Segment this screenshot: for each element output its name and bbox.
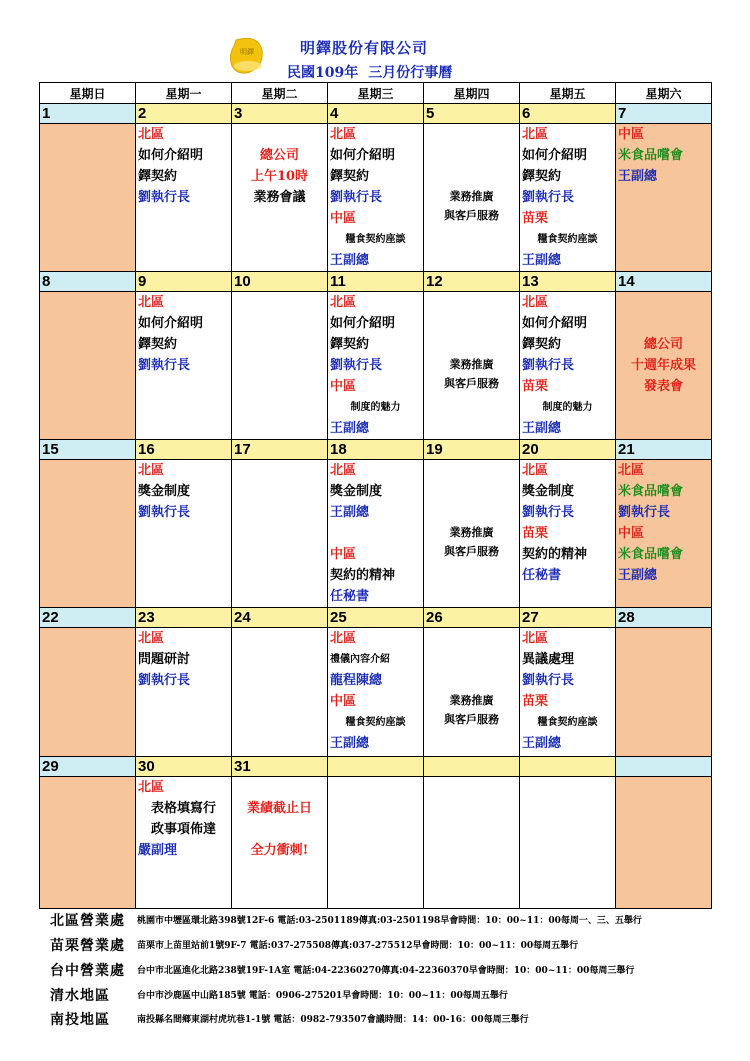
calendar-title [287, 62, 462, 82]
day-cell [136, 292, 232, 440]
date-number [424, 757, 520, 777]
day-cell [328, 460, 424, 608]
event-line: 北區 [618, 463, 645, 478]
event-line: 王副總 [330, 421, 370, 436]
date-number: 13 [520, 272, 616, 292]
event-line: 北區 [330, 295, 357, 310]
event-line: 北區 [522, 127, 549, 142]
event-line: 北區 [522, 631, 549, 646]
weekday-header-row [40, 83, 712, 104]
day-cell [424, 460, 520, 608]
branch-name: 苗栗營業處 [50, 938, 125, 954]
date-number: 28 [616, 608, 712, 628]
event-line: 鐸契約 [522, 169, 562, 184]
date-number: 11 [328, 272, 424, 292]
event-line: 嚴副理 [138, 843, 178, 858]
weekday-sun: 星期日 [40, 83, 136, 104]
branch-name: 南投地區 [50, 1012, 110, 1028]
day-cell [520, 777, 616, 909]
event-line: 發表會 [643, 379, 683, 394]
event-line: 與客戶服務 [444, 545, 499, 558]
date-number: 2 [136, 104, 232, 124]
event-line [424, 313, 519, 334]
date-number: 26 [424, 608, 520, 628]
date-row [40, 608, 712, 628]
event-line: 北區 [522, 295, 549, 310]
event-line: 糧食契約座談 [345, 717, 406, 728]
day-cell [424, 292, 520, 440]
month-calendar [39, 82, 712, 909]
day-cell [520, 292, 616, 440]
event-line: 中區 [330, 547, 357, 562]
date-number [616, 757, 712, 777]
event-line: 十週年成果 [630, 358, 696, 373]
date-number: 30 [136, 757, 232, 777]
event-line [424, 502, 519, 523]
event-line: 業績截止日 [246, 801, 312, 816]
event-line: 業務推廣 [449, 694, 494, 707]
date-number: 7 [616, 104, 712, 124]
day-cell [616, 292, 712, 440]
branch-row [0, 960, 750, 982]
branch-name: 北區營業處 [50, 913, 125, 929]
event-line: 獎金制度 [138, 484, 191, 499]
date-number: 5 [424, 104, 520, 124]
event-line: 劉執行長 [330, 190, 383, 205]
event-line: 與客戶服務 [444, 209, 499, 222]
branch-row [0, 910, 750, 932]
event-line: 中區 [618, 526, 645, 541]
year-label: 民國109年 [287, 65, 359, 81]
day-cell [136, 460, 232, 608]
event-line: 如何介紹明 [522, 148, 588, 163]
date-number: 19 [424, 440, 520, 460]
day-cell [520, 628, 616, 757]
day-cell [424, 777, 520, 909]
date-number: 4 [328, 104, 424, 124]
event-line: 中區 [330, 694, 357, 709]
event-line: 如何介紹明 [330, 316, 396, 331]
event-line: 王副總 [618, 568, 658, 583]
event-line: 制度的魅力 [542, 402, 593, 413]
logo-text: 明鐸 [240, 48, 254, 56]
date-number: 18 [328, 440, 424, 460]
event-line: 如何介紹明 [522, 316, 588, 331]
event-line: 政事項佈達 [150, 822, 216, 837]
date-number: 9 [136, 272, 232, 292]
branch-info: 南投縣名間鄉東湖村虎坑巷1-1號 電話：0982-793507會議時間：14：00-16：00每周三舉行 [137, 1015, 529, 1025]
event-line: 糧食契約座談 [537, 234, 598, 245]
event-line: 劉執行長 [522, 358, 575, 373]
day-cell [328, 124, 424, 272]
day-cell [136, 124, 232, 272]
event-line: 問題研討 [138, 652, 191, 667]
event-line: 苗栗 [522, 211, 549, 226]
event-line [328, 523, 423, 544]
day-cell [616, 460, 712, 608]
day-cell [328, 292, 424, 440]
event-line: 業務推廣 [449, 358, 494, 371]
event-line: 契約的精神 [330, 568, 396, 583]
day-cell [424, 124, 520, 272]
event-line [424, 481, 519, 502]
weekday-wed: 星期三 [328, 83, 424, 104]
event-line: 北區 [138, 463, 165, 478]
event-line [424, 649, 519, 670]
date-number: 12 [424, 272, 520, 292]
date-number: 21 [616, 440, 712, 460]
date-number: 8 [40, 272, 136, 292]
event-line: 王副總 [330, 253, 370, 268]
events-row [40, 292, 712, 440]
event-line: 北區 [330, 127, 357, 142]
event-line: 苗栗 [522, 379, 549, 394]
date-row [40, 440, 712, 460]
calendar-header [0, 28, 750, 86]
event-line: 北區 [138, 127, 165, 142]
event-line: 業務推廣 [449, 190, 494, 203]
day-cell [328, 777, 424, 909]
event-line: 上午10時 [250, 169, 309, 184]
event-line: 禮儀內容介紹 [330, 654, 390, 665]
event-line: 王副總 [522, 736, 562, 751]
event-line: 總公司 [259, 148, 299, 163]
event-line: 北區 [138, 631, 165, 646]
event-line: 中區 [330, 211, 357, 226]
event-line: 全力衝刺! [250, 843, 309, 858]
date-number: 25 [328, 608, 424, 628]
date-number: 6 [520, 104, 616, 124]
event-line [232, 819, 327, 840]
event-line: 業務推廣 [449, 526, 494, 539]
date-number: 15 [40, 440, 136, 460]
date-number [520, 757, 616, 777]
event-line [424, 145, 519, 166]
event-line: 王副總 [522, 421, 562, 436]
event-line: 鐸契約 [138, 337, 178, 352]
event-line: 苗栗 [522, 526, 549, 541]
event-line [232, 777, 327, 798]
events-row [40, 124, 712, 272]
event-line: 米食品嚐會 [618, 547, 684, 562]
day-cell [40, 628, 136, 757]
event-line [232, 124, 327, 145]
event-line: 劉執行長 [330, 358, 383, 373]
date-number: 20 [520, 440, 616, 460]
day-cell [520, 460, 616, 608]
day-cell [136, 777, 232, 909]
branch-row [0, 985, 750, 1007]
date-number: 27 [520, 608, 616, 628]
day-cell [232, 292, 328, 440]
event-line: 苗栗 [522, 694, 549, 709]
event-line: 鐸契約 [522, 337, 562, 352]
event-line: 米食品嚐會 [618, 148, 684, 163]
event-line [424, 670, 519, 691]
date-number: 23 [136, 608, 232, 628]
event-line: 劉執行長 [138, 505, 191, 520]
company-logo-icon [228, 36, 266, 78]
event-line: 北區 [138, 780, 165, 795]
event-line: 如何介紹明 [138, 316, 204, 331]
event-line: 獎金制度 [522, 484, 575, 499]
date-number: 14 [616, 272, 712, 292]
branch-info: 桃園市中壢區環北路398號12F-6 電話:03-2501189傳真:03-2501198早會時間：10：00~11：00每周一、三、五舉行 [137, 916, 642, 926]
day-cell [616, 124, 712, 272]
event-line: 契約的精神 [522, 547, 588, 562]
event-line: 劉執行長 [618, 505, 671, 520]
event-line: 任秘書 [522, 568, 562, 583]
company-name: 明鐸股份有限公司 [300, 39, 429, 57]
branch-row [0, 1009, 750, 1031]
event-line: 王副總 [522, 253, 562, 268]
branch-name: 清水地區 [50, 988, 110, 1004]
day-cell [520, 124, 616, 272]
day-cell [424, 628, 520, 757]
day-cell [328, 628, 424, 757]
event-line: 制度的魅力 [350, 402, 401, 413]
event-line [424, 166, 519, 187]
event-line: 劉執行長 [522, 673, 575, 688]
event-line: 王副總 [618, 169, 658, 184]
event-line: 總公司 [643, 337, 683, 352]
day-cell [40, 777, 136, 909]
event-line: 任秘書 [330, 589, 370, 604]
day-cell [232, 460, 328, 608]
event-line [424, 628, 519, 649]
event-line: 鐸契約 [330, 337, 370, 352]
event-line: 如何介紹明 [330, 148, 396, 163]
date-number: 31 [232, 757, 328, 777]
event-line [424, 124, 519, 145]
date-number: 3 [232, 104, 328, 124]
event-line [616, 292, 711, 313]
day-cell [40, 460, 136, 608]
date-row [40, 272, 712, 292]
event-line: 表格填寫行 [150, 801, 216, 816]
branch-info: 台中市沙鹿區中山路185號 電話：0906-275201早會時間：10：00~11：00每周五舉行 [137, 991, 508, 1001]
day-cell [40, 124, 136, 272]
weekday-mon: 星期一 [136, 83, 232, 104]
events-row [40, 460, 712, 608]
date-row [40, 757, 712, 777]
date-number: 29 [40, 757, 136, 777]
event-line: 與客戶服務 [444, 377, 499, 390]
event-line: 米食品嚐會 [618, 484, 684, 499]
event-line: 劉執行長 [522, 190, 575, 205]
event-line: 劉執行長 [138, 358, 191, 373]
event-line: 糧食契約座談 [345, 234, 406, 245]
event-line [424, 460, 519, 481]
events-row [40, 777, 712, 909]
day-cell [616, 777, 712, 909]
event-line: 中區 [330, 379, 357, 394]
date-number: 10 [232, 272, 328, 292]
date-number: 1 [40, 104, 136, 124]
event-line: 與客戶服務 [444, 713, 499, 726]
date-number: 16 [136, 440, 232, 460]
events-row [40, 628, 712, 757]
branch-row [0, 935, 750, 957]
day-cell [232, 628, 328, 757]
event-line: 業務會議 [253, 190, 306, 205]
event-line [424, 292, 519, 313]
event-line: 王副總 [330, 736, 370, 751]
day-cell [136, 628, 232, 757]
event-line: 北區 [522, 463, 549, 478]
date-number: 17 [232, 440, 328, 460]
day-cell [232, 777, 328, 909]
event-line: 鐸契約 [138, 169, 178, 184]
event-line: 糧食契約座談 [537, 717, 598, 728]
date-number: 22 [40, 608, 136, 628]
date-number: 24 [232, 608, 328, 628]
date-number [328, 757, 424, 777]
event-line: 龍程陳總 [330, 673, 383, 688]
event-line: 獎金制度 [330, 484, 383, 499]
event-line: 劉執行長 [138, 190, 191, 205]
weekday-tue: 星期二 [232, 83, 328, 104]
event-line: 王副總 [330, 505, 370, 520]
day-cell [232, 124, 328, 272]
branch-name: 台中營業處 [50, 963, 125, 979]
event-line [424, 334, 519, 355]
weekday-thu: 星期四 [424, 83, 520, 104]
event-line: 北區 [330, 631, 357, 646]
event-line: 北區 [138, 295, 165, 310]
weekday-sat: 星期六 [616, 83, 712, 104]
event-line: 劉執行長 [522, 505, 575, 520]
day-cell [616, 628, 712, 757]
event-line: 異議處理 [522, 652, 575, 667]
event-line [616, 313, 711, 334]
date-row [40, 104, 712, 124]
event-line: 鐸契約 [330, 169, 370, 184]
month-label: 三月份行事曆 [368, 65, 453, 81]
day-cell [40, 292, 136, 440]
branch-info: 苗栗市上苗里站前1號9F-7 電話:037-275508傳真:037-275512早會時間：10：00~11：00每周五舉行 [137, 941, 579, 951]
event-line: 如何介紹明 [138, 148, 204, 163]
event-line: 北區 [330, 463, 357, 478]
branch-info: 台中市北區進化北路238號19F-1A室 電話:04-22360270傳真:04-22360370早會時間：10：00~11：00每周三舉行 [137, 966, 635, 976]
event-line: 劉執行長 [138, 673, 191, 688]
weekday-fri: 星期五 [520, 83, 616, 104]
event-line: 中區 [618, 127, 645, 142]
